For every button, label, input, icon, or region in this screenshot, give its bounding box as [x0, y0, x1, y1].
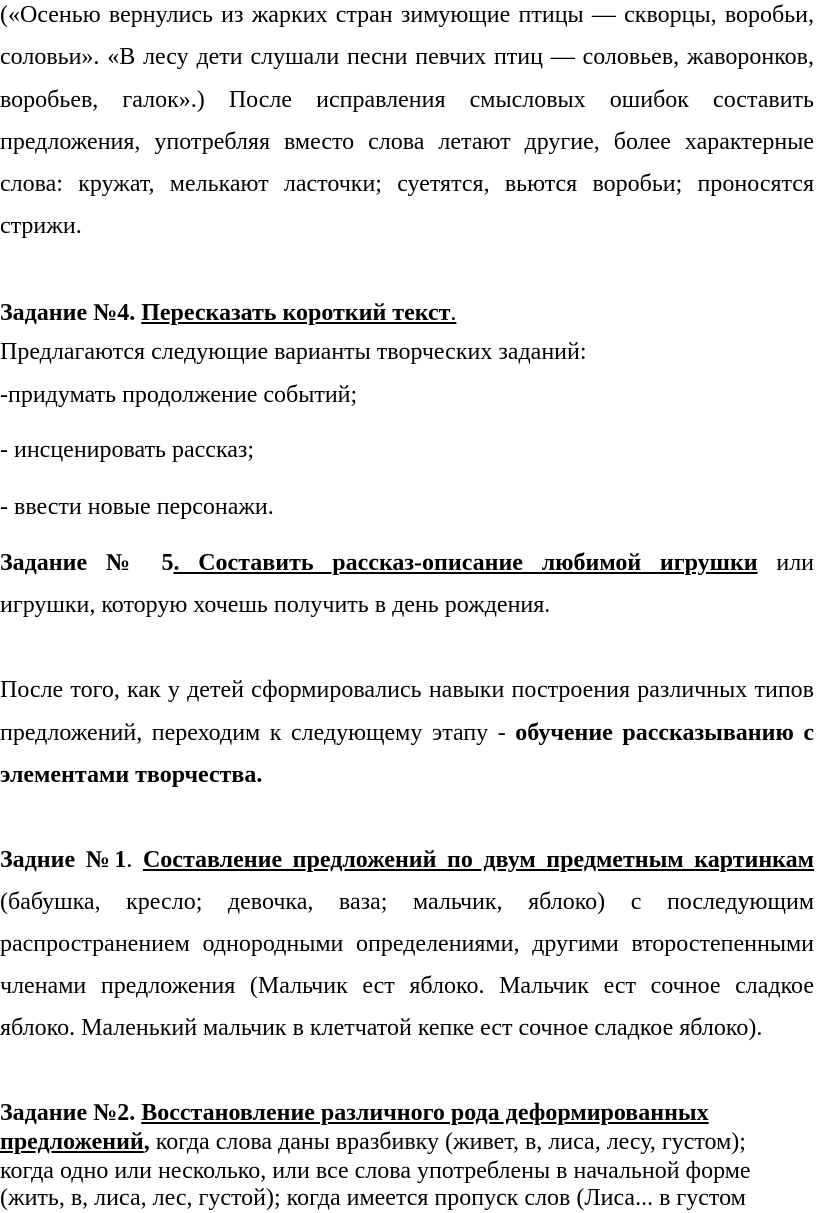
bold-text: Задание № 5: [0, 550, 174, 576]
text-segment: - ввести новые персонажи.: [0, 494, 274, 520]
text-line: [0, 169, 814, 199]
text-line: [0, 718, 814, 748]
underlined-heading-text: Составление предложений по двум предметным картинкам: [142, 847, 814, 873]
text-segment: соловьи». «В лесу дети слушали песни певчих птиц — соловьев, жаворонков,: [0, 44, 814, 70]
text-segment: когда слова даны вразбивку (живет, в, лиса, лесу, густом);: [149, 1129, 746, 1155]
text-line: [0, 1156, 814, 1186]
underlined-heading-text: предложений: [0, 1129, 144, 1155]
text-line: [0, 760, 814, 790]
text-segment: («Осенью вернулись из жарких стран зимующие птицы — скворцы, воробьи,: [0, 2, 814, 28]
text-line: [0, 887, 814, 917]
underlined-heading-text: . Составить рассказ-описание любимой игрушки: [173, 550, 758, 576]
text-line: [0, 42, 814, 72]
text-line: [0, 85, 814, 115]
text-segment: когда одно или несколько, или все слова употреблены в начальной форме: [0, 1158, 751, 1184]
text-line: [0, 211, 814, 241]
text-segment: предложений, переходим к следующему этапу -: [0, 720, 516, 746]
text-segment: - инсценировать рассказ;: [0, 437, 255, 463]
text-line: [0, 492, 814, 522]
text-line: [0, 590, 814, 620]
underlined-heading-text: Пересказать короткий текст: [141, 300, 451, 326]
bold-text: Задние №1: [0, 847, 127, 873]
bold-text: обучение рассказыванию с: [515, 720, 814, 746]
text-segment: -придумать продолжение событий;: [0, 382, 358, 408]
bold-text: элементами творчества.: [0, 762, 263, 788]
text-line: [0, 1013, 814, 1043]
text-segment: или: [757, 550, 815, 576]
text-segment: слова: кружат, мелькают ласточки; суетятся, вьются воробьи; проносятся: [0, 171, 814, 197]
underlined-heading-text: Восстановление различного рода деформированных: [141, 1100, 709, 1126]
text-line: [0, 1183, 814, 1213]
text-segment: Предлагаются следующие варианты творческих заданий:: [0, 339, 587, 365]
bold-text: Задание №4.: [0, 300, 142, 326]
text-segment: .: [450, 300, 457, 326]
text-line: [0, 929, 814, 959]
text-line: [0, 435, 814, 465]
text-line: [0, 971, 814, 1001]
text-line: [0, 337, 814, 367]
bold-text: ,: [143, 1129, 150, 1155]
text-segment: (жить, в, лиса, лес, густой); когда имеется пропуск слов (Лиса... в густом: [0, 1185, 746, 1211]
text-segment: .: [126, 847, 143, 873]
text-line: [0, 845, 814, 875]
text-segment: (бабушка, кресло; девочка, ваза; мальчик, яблоко) с последующим: [0, 889, 814, 915]
text-segment: стрижи.: [0, 213, 82, 239]
text-line: [0, 548, 814, 578]
text-line: [0, 298, 814, 328]
text-line: [0, 1127, 814, 1157]
text-segment: предложения, употребляя вместо слова летают другие, более характерные: [0, 129, 814, 155]
text-segment: яблоко. Маленький мальчик в клетчатой кепке ест сочное сладкое яблоко).: [0, 1015, 763, 1041]
text-line: [0, 675, 814, 705]
text-segment: членами предложения (Мальчик ест яблоко. Мальчик ест сочное сладкое: [0, 973, 814, 999]
text-line: [0, 380, 814, 410]
text-line: [0, 1098, 814, 1128]
bold-text: Задание №2.: [0, 1100, 142, 1126]
text-segment: распространением однородными определениями, другими второстепенными: [0, 931, 814, 957]
text-line: [0, 0, 814, 30]
text-segment: После того, как у детей сформировались навыки построения различных типов: [0, 677, 814, 703]
text-line: [0, 127, 814, 157]
text-segment: воробьев, галок».) После исправления смысловых ошибок составить: [0, 87, 814, 113]
text-segment: игрушки, которую хочешь получить в день рождения.: [0, 592, 551, 618]
